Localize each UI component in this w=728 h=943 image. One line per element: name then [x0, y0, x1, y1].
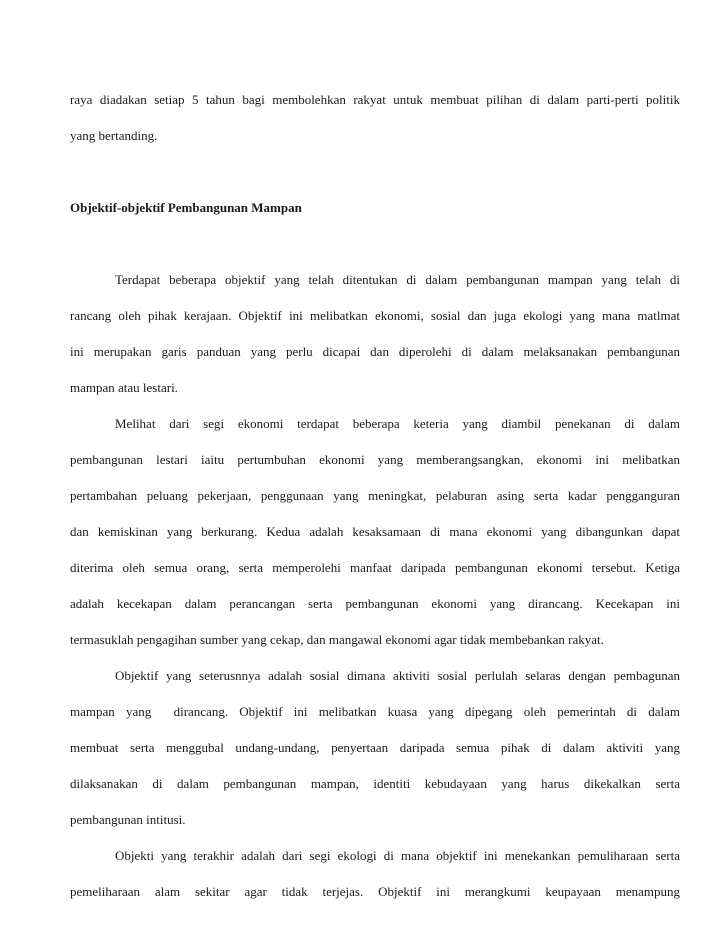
paragraph-4-line-2: pemeliharaan alam sekitar agar tidak terjejas. Objektif ini merangkumi keupayaan menampung	[70, 884, 680, 899]
paragraph-2-line-2: pembangunan lestari iaitu pertumbuhan ekonomi yang memberangsangkan, ekonomi ini melibatkan	[70, 452, 680, 467]
paragraph-3-line-5: pembangunan intitusi.	[70, 812, 186, 827]
document-page	[70, 82, 680, 910]
paragraph-1-line-4: mampan atau lestari.	[70, 380, 178, 395]
paragraph-3-line-3: membuat serta menggubal undang-undang, penyertaan daripada semua pihak di dalam aktiviti yang	[70, 740, 680, 755]
paragraph-2-line-4: dan kemiskinan yang berkurang. Kedua adalah kesaksamaan di mana ekonomi yang dibangunkan dapat	[70, 524, 680, 539]
spacer	[70, 154, 680, 190]
intro-line-2: yang bertanding.	[70, 128, 158, 143]
paragraph-2-line-3: pertambahan peluang pekerjaan, penggunaan yang meningkat, pelaburan asing serta kadar pengganguran	[70, 488, 680, 503]
paragraph-2-line-7: termasuklah pengagihan sumber yang cekap, dan mangawal ekonomi agar tidak membebankan rakyat.	[70, 632, 604, 647]
paragraph-3-line-2: mampan yang dirancang. Objektif ini melibatkan kuasa yang dipegang oleh pemerintah di dalam	[70, 704, 680, 719]
intro-line-1: raya diadakan setiap 5 tahun bagi membolehkan rakyat untuk membuat pilihan di dalam parti-perti politik	[70, 92, 680, 107]
paragraph-1-line-2: rancang oleh pihak kerajaan. Objektif ini melibatkan ekonomi, sosial dan juga ekologi yang mana matlmat	[70, 308, 680, 323]
paragraph-3-line-1: Objektif yang seterusnnya adalah sosial dimana aktiviti sosial perlulah selaras dengan pembagunan	[115, 668, 680, 683]
section-heading: Objektif-objektif Pembangunan Mampan	[70, 200, 302, 215]
paragraph-4-line-1: Objekti yang terakhir adalah dari segi ekologi di mana objektif ini menekankan pemuliharaan serta	[115, 848, 680, 863]
paragraph-2-line-5: diterima oleh semua orang, serta memperolehi manfaat daripada pembangunan ekonomi tersebut. Ketiga	[70, 560, 680, 575]
paragraph-2-line-1: Melihat dari segi ekonomi terdapat beberapa keteria yang diambil penekanan di dalam	[115, 416, 680, 431]
spacer	[70, 226, 680, 262]
paragraph-1-line-3: ini merupakan garis panduan yang perlu dicapai dan diperolehi di dalam melaksanakan pembangunan	[70, 344, 680, 359]
paragraph-3-line-4: dilaksanakan di dalam pembangunan mampan, identiti kebudayaan yang harus dikekalkan serta	[70, 776, 680, 791]
paragraph-2-line-6: adalah kecekapan dalam perancangan serta pembangunan ekonomi yang dirancang. Kecekapan ini	[70, 596, 680, 611]
paragraph-1-line-1: Terdapat beberapa objektif yang telah ditentukan di dalam pembangunan mampan yang telah di	[115, 272, 680, 287]
